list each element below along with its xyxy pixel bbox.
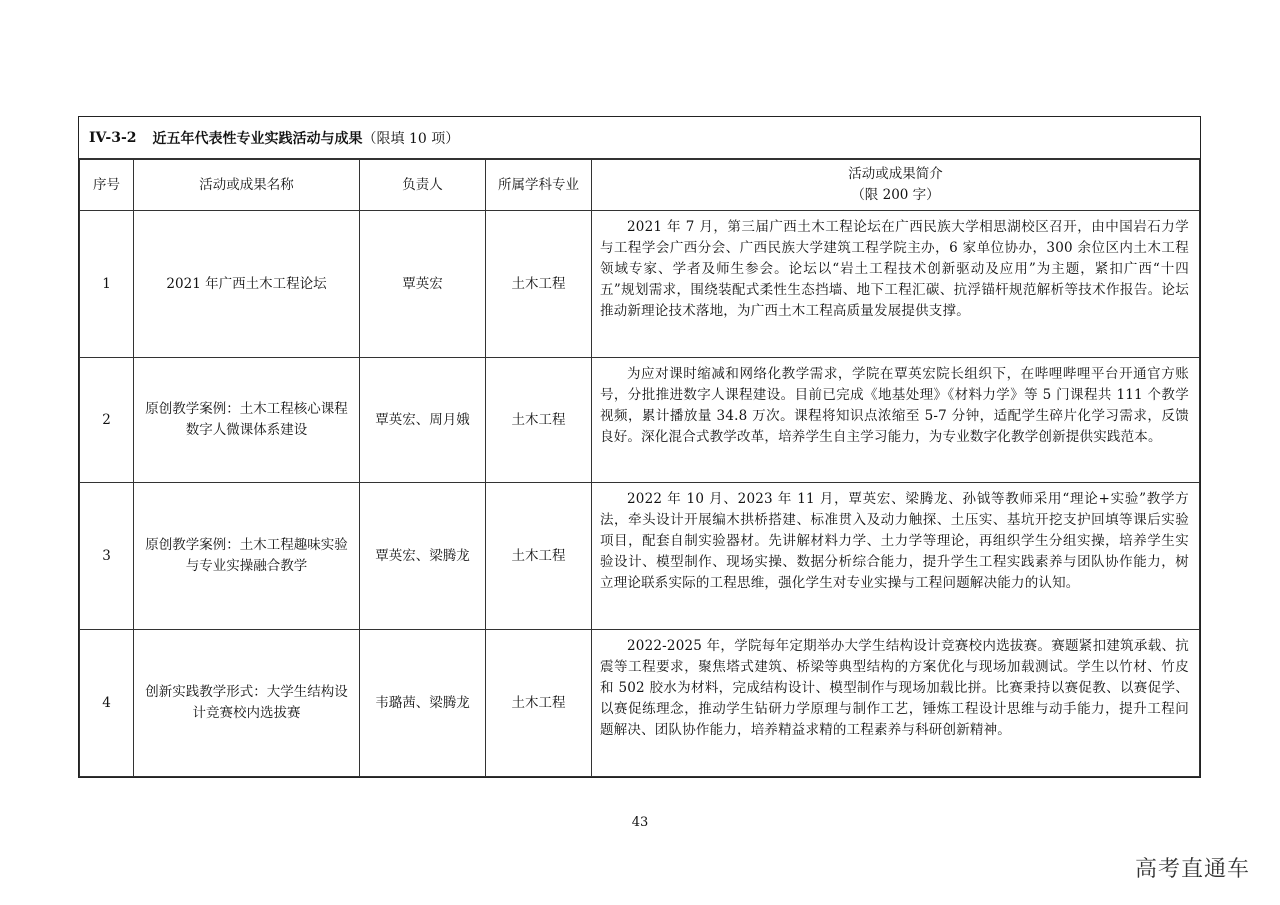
row-name: 原创教学案例：土木工程核心课程数字人微课体系建设 <box>134 358 360 483</box>
table-row <box>80 483 1200 630</box>
section-code: IV-3-2 <box>89 129 137 146</box>
row-lead: 覃英宏、梁腾龙 <box>360 483 486 630</box>
header-desc-line2: （限 200 字） <box>851 187 940 203</box>
row-desc: 2022-2025 年，学院每年定期举办大学生结构设计竞赛校内选拔赛。赛题紧扣建筑承载、抗震等工程要求，聚焦塔式建筑、桥梁等典型结构的方案优化与现场加载测试。学生以竹材、竹皮和 502 胶水为材料，完成结构设计、模型制作与现场加载比拼。比赛秉持以赛促教、以赛促学、以赛促练理念，推动学生钻研力学原理与制作工艺，锤炼工程设计思维与动手能力，提升工程问题解决、团队协作能力，培养精益求精的工程素养与科研创新精神。 <box>592 630 1200 777</box>
header-desc <box>592 160 1200 211</box>
section-note: （限填 10 项） <box>362 130 460 147</box>
row-no: 3 <box>80 483 134 630</box>
header-name: 活动或成果名称 <box>134 160 360 211</box>
row-major: 土木工程 <box>486 211 592 358</box>
header-desc-line1: 活动或成果简介 <box>848 166 943 182</box>
row-desc: 2021 年 7 月，第三届广西土木工程论坛在广西民族大学相思湖校区召开，由中国岩石力学与工程学会广西分会、广西民族大学建筑工程学院主办，6 家单位协办，300 余位区内土木工程领域专家、学者及师生参会。论坛以“岩土工程技术创新驱动及应用”为主题，紧扣广西“十四五”规划需求，围绕装配式柔性生态挡墙、地下工程汇碳、抗浮锚杆规范解析等技术作报告。论坛推动新理论技术落地，为广西土木工程高质量发展提供支撑。 <box>592 211 1200 358</box>
row-lead: 覃英宏、周月娥 <box>360 358 486 483</box>
header-lead: 负责人 <box>360 160 486 211</box>
header-major: 所属学科专业 <box>486 160 592 211</box>
watermark-text: 高考直通车 <box>1134 857 1250 882</box>
row-major: 土木工程 <box>486 358 592 483</box>
row-major: 土木工程 <box>486 630 592 777</box>
row-lead: 韦璐茜、梁腾龙 <box>360 630 486 777</box>
header-no: 序号 <box>80 160 134 211</box>
row-name: 创新实践教学形式：大学生结构设计竞赛校内选拔赛 <box>134 630 360 777</box>
table-row <box>80 630 1200 777</box>
row-lead: 覃英宏 <box>360 211 486 358</box>
activities-table <box>79 159 1200 777</box>
row-no: 2 <box>80 358 134 483</box>
row-name: 原创教学案例：土木工程趣味实验与专业实操融合教学 <box>134 483 360 630</box>
row-desc: 为应对课时缩减和网络化教学需求，学院在覃英宏院长组织下，在哔哩哔哩平台开通官方账号，分批推进数字人课程建设。目前已完成《地基处理》《材料力学》等 5 门课程共 111 个教学视频，累计播放量 34.8 万次。课程将知识点浓缩至 5-7 分钟，适配学生碎片化学习需求，反馈良好。深化混合式教学改革，培养学生自主学习能力，为专业数字化教学创新提供实践范本。 <box>592 358 1200 483</box>
table-row <box>80 358 1200 483</box>
row-no: 1 <box>80 211 134 358</box>
row-desc: 2022 年 10 月、2023 年 11 月，覃英宏、梁腾龙、孙钺等教师采用“理论+实验”教学方法，牵头设计开展编木拱桥搭建、标准贯入及动力触探、土压实、基坑开挖支护回填等课后实验项目，配套自制实验器材。先讲解材料力学、土力学等理论，再组织学生分组实操，培养学生实验设计、模型制作、现场实操、数据分析综合能力，提升学生工程实践素养与团队协作能力，树立理论联系实际的工程思维，强化学生对专业实操与工程问题解决能力的认知。 <box>592 483 1200 630</box>
practice-activities-table <box>78 116 1201 778</box>
row-no: 4 <box>80 630 134 777</box>
table-row <box>80 211 1200 358</box>
page-number: 43 <box>631 815 649 830</box>
table-header-row <box>80 160 1200 211</box>
row-name: 2021 年广西土木工程论坛 <box>134 211 360 358</box>
row-major: 土木工程 <box>486 483 592 630</box>
section-title: 近五年代表性专业实践活动与成果 <box>152 130 363 147</box>
table-caption <box>79 117 1200 159</box>
